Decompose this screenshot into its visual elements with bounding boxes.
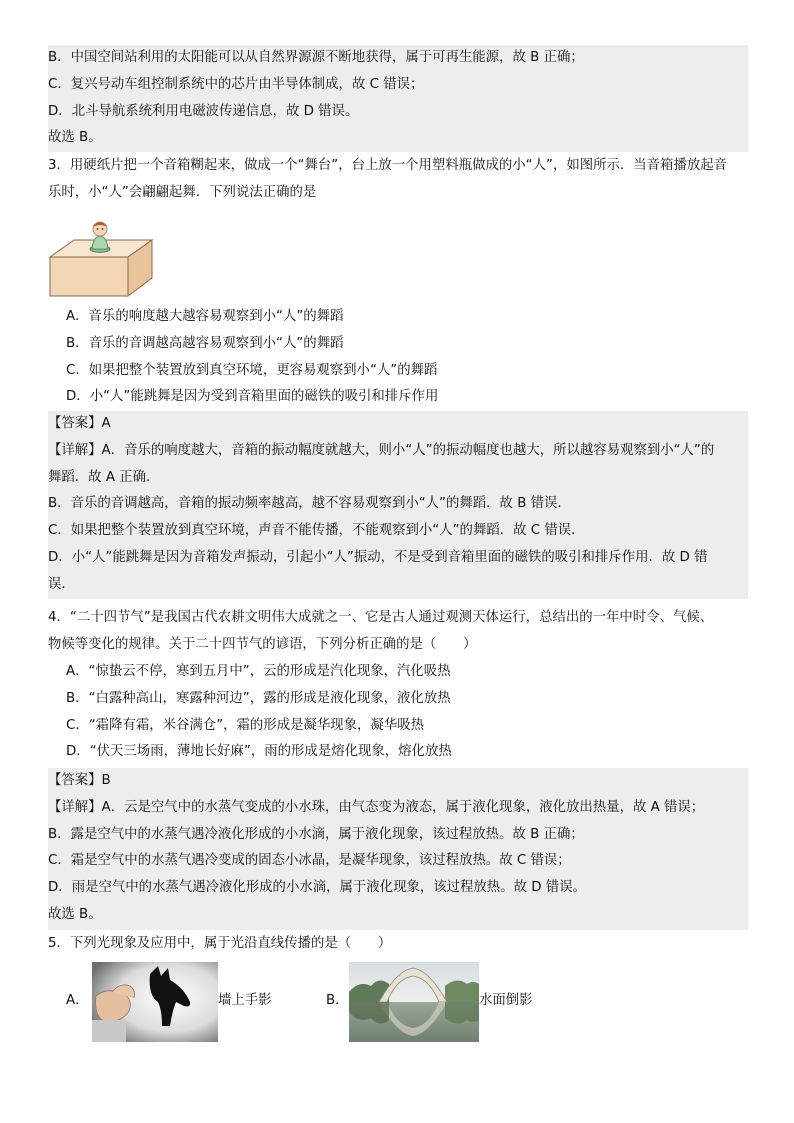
text-line: C．复兴号动车组控制系统中的芯片由半导体制成，故 C 错误； [48, 76, 424, 92]
option-c: C．如果把整个装置放到真空环境，更容易观察到小“人”的舞蹈 [66, 362, 438, 378]
q3-answer-block [48, 411, 748, 599]
detail-line: C．如果把整个装置放到真空环境，声音不能传播，不能观察到小“人”的舞蹈．故 C 错误． [48, 523, 585, 539]
detail-line: D．小“人”能跳舞是因为音箱发声振动，引起小“人”振动，不是受到音箱里面的磁铁的吸引和排斥作用．故 D 错 [48, 549, 708, 565]
detail-line: B．音乐的音调越高，音箱的振动频率越高，越不容易观察到小“人”的舞蹈．故 B 错误． [48, 496, 571, 512]
bridge-reflection-photo [349, 962, 479, 1042]
question-stem-line: 物候等变化的规律。关于二十四节气的谚语，下列分析正确的是（ ） [48, 636, 477, 652]
answer-label: 【答案】A [48, 416, 111, 431]
text-line: D．北斗导航系统利用电磁波传递信息，故 D 错误。 [48, 103, 359, 119]
question-stem-line: 乐时，小“人”会翩翩起舞．下列说法正确的是 [48, 184, 317, 200]
q4-options [48, 659, 766, 766]
q4-stem [48, 605, 748, 659]
hand-shadow-photo [92, 962, 218, 1042]
q5-option-a-letter: A． [66, 993, 89, 1008]
q2-explanation-tail [48, 45, 748, 152]
detail-line: 误． [48, 576, 75, 592]
speaker-stage-figure [48, 212, 154, 298]
detail-line: B．露是空气中的水蒸气遇冷液化形成的小水滴，属于液化现象，该过程放热。故 B 正确； [48, 826, 584, 842]
q5-option-b-letter: B． [326, 993, 349, 1008]
text-line: 故选 B。 [48, 130, 102, 146]
question-stem-line: 4．“二十四节气”是我国古代农耕文明伟大成就之一、它是古人通过观测天体运行，总结出的一年中时令、气候、 [48, 610, 714, 625]
q3-stem [48, 153, 748, 207]
detail-line: C．霜是空气中的水蒸气遇冷变成的固态小冰晶，是凝华现象，该过程放热。故 C 错误； [48, 853, 571, 869]
q3-options [48, 304, 766, 411]
q5-stem [48, 931, 748, 958]
answer-label: 【答案】B [48, 773, 111, 788]
question-stem-line: 3．用硬纸片把一个音箱糊起来，做成一个“舞台”，台上放一个用塑料瓶做成的小“人”，如图所示．当音箱播放起音 [48, 158, 728, 173]
option-b: B．“白露种高山，寒露种河边”，露的形成是液化现象，液化放热 [66, 690, 451, 706]
text-line: B．中国空间站利用的太阳能可以从自然界源源不断地获得，属于可再生能源，故 B 正确； [48, 50, 584, 65]
detail-line: 舞蹈．故 A 正确． [48, 469, 160, 485]
q4-answer-block [48, 768, 748, 930]
option-a: A．音乐的响度越大越容易观察到小“人”的舞蹈 [66, 309, 344, 324]
q5-option-a-caption: 墙上手影 [218, 993, 272, 1008]
question-stem-line: 5．下列光现象及应用中，属于光沿直线传播的是（ ） [48, 936, 392, 951]
detail-line: D．雨是空气中的水蒸气遇冷液化形成的小水滴，属于液化现象，该过程放热。故 D 错误。 [48, 880, 586, 896]
option-b: B．音乐的音调越高越容易观察到小“人”的舞蹈 [66, 335, 344, 351]
detail-line: 【详解】A．云是空气中的水蒸气变成的小水珠，由气态变为液态，属于液化现象，液化放出热量，故 A 错误； [48, 799, 705, 815]
option-d: D．“伏天三场雨，薄地长好麻”，雨的形成是熔化现象，熔化放热 [66, 744, 452, 760]
q5-option-b-caption: 水面倒影 [479, 993, 533, 1008]
detail-line: 【详解】A．音乐的响度越大，音箱的振动幅度就越大，则小“人”的振动幅度也越大，所以越容易观察到小“人”的 [48, 442, 715, 458]
option-a: A．“惊蛰云不停，寒到五月中”，云的形成是汽化现象，汽化吸热 [66, 664, 451, 679]
option-d: D．小“人”能跳舞是因为受到音箱里面的磁铁的吸引和排斥作用 [66, 389, 439, 405]
detail-line: 故选 B。 [48, 906, 102, 922]
option-c: C．“霜降有霜，米谷满仓”，霜的形成是凝华现象，凝华吸热 [66, 717, 424, 733]
